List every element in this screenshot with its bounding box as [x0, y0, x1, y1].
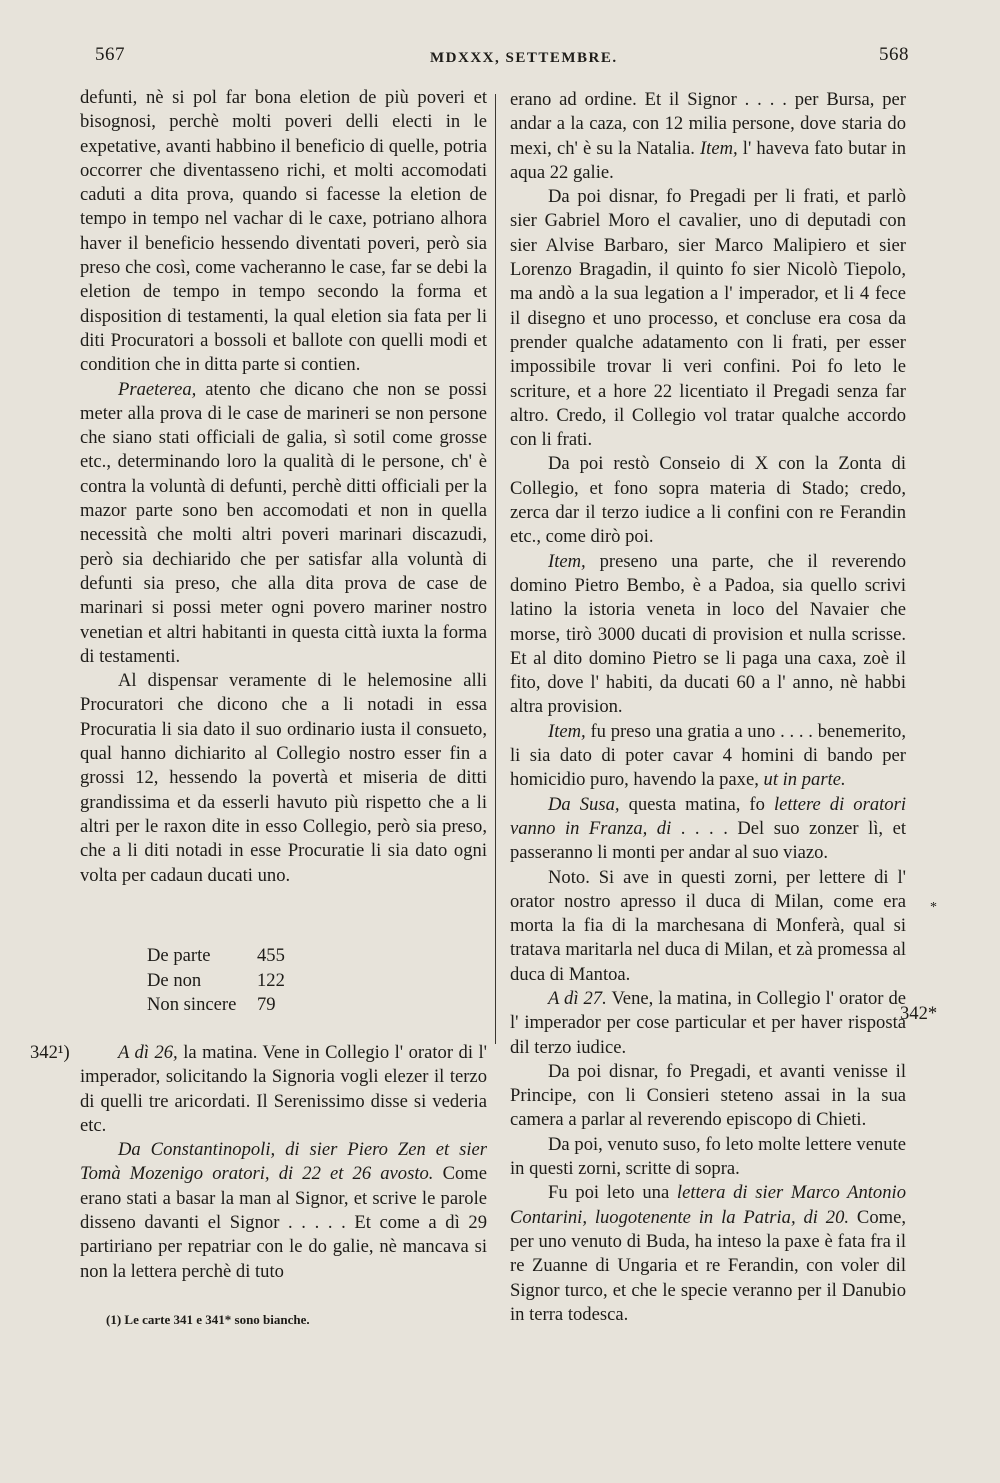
right-page-number: 568: [879, 44, 909, 65]
vote-row: [147, 993, 297, 1018]
right-paragraph-2: Da poi disnar, fo Pregadi per li frati, et parlò sier Gabriel Moro el cavalier, uno di deputadi con sier Alvise Barbaro, sier Marco Malipiero et sier Lorenzo Bragadin, il quinto fo sier Nicolò Tiepolo, ma andò a la sua legation a l' imperador, et li 4 fece il disegno et uno processo, et concluse era cosa da prender qualche adatamento con li frati, per esser impossibile trovar li veri confini. Poi fo leto le scriture, et a hore 22 licentiato il Pregadi senza far altro. Credo, il Collegio vol tratar qualche accordo con li frati.: [510, 186, 906, 451]
right-column: [510, 88, 906, 1327]
right-paragraph-9: Da poi disnar, fo Pregadi, et avanti venisse il Principe, con li Consieri steteno assai in la sua camera a parlar al reverendo episcopo di Chieti.: [510, 1060, 906, 1131]
vote-label: De non: [147, 969, 202, 991]
right-paragraph-5-italic: Item,: [548, 720, 586, 742]
vote-value: 122: [257, 969, 285, 991]
left-paragraph-4-lead: A dì 26,: [118, 1042, 178, 1063]
right-paragraph-6-italic-1: Da Susa,: [548, 793, 620, 815]
running-title: MDXXX, SETTEMBRE.: [430, 50, 618, 66]
vote-row: [147, 969, 297, 994]
right-paragraph-7: Noto. Si ave in questi zorni, per lettere di l' orator nostro apresso il duca di Milan, come era morta la fia di la marchesana di Monferà, qual si tratava maritarla nel duca di Milan, et zà promessa al duca di Mantoa.: [510, 866, 906, 985]
left-column: [80, 86, 487, 888]
vote-value: 455: [257, 945, 285, 966]
right-paragraph-11: [510, 1181, 906, 1327]
vote-label: Non sincere: [147, 994, 237, 1015]
column-divider: [495, 94, 496, 1044]
right-paragraph-1-b: l' haveva fato butar in aqua 22 galie.: [510, 137, 907, 183]
right-paragraph-1-italic: Item,: [699, 137, 738, 159]
right-paragraph-6-b: . . . . Del suo zonzer lì, et passeranno li monti per andar al suo viazo.: [510, 817, 906, 864]
right-paragraph-4-italic: Item,: [548, 550, 586, 572]
right-margin-star: *: [930, 900, 937, 915]
left-paragraph-2: [80, 378, 487, 670]
right-paragraph-6-italic-2: lettere di oratori vanno in Franza, di: [510, 793, 906, 839]
right-paragraph-1: [510, 88, 906, 185]
right-paragraph-3: Da poi restò Conseio di X con la Zonta di Collegio, et fono sopra materia di Stado; credo, zerca dar il terzo iudice a li confini con re Ferandin etc., come dirò poi.: [510, 453, 906, 548]
left-paragraph-1: defunti, nè si pol far bona eletion de più poveri et bisognosi, perchè molti poveri delli electi in le expetative, avanti habbino il beneficio di quelle, potria occorrer che diventasseno richi, et molti accomodati caduti a dita prova, quando si facesse la eletion de tempo in tempo nel vachar di le caxe, potriano alhora haver il beneficio hessendo diventati poveri, però sia preso che così, come vacheranno le case, far se debi la eletion de tempo in tempo secondo la forma et disposition di testamenti, la qual eletion sia fata per li diti Procuratori a bossoli et ballote con quelli modi et condition che in ditta parte si contien.: [80, 87, 487, 376]
left-margin-note: 342¹): [30, 1042, 70, 1063]
right-paragraph-8-italic: A dì 27.: [548, 987, 607, 1009]
left-paragraph-4: [80, 1041, 487, 1138]
right-paragraph-5-body: fu preso una gratia a uno . . . . benemerito, li sia dato di poter cavar 4 homini di bando per homicidio puro, havendo la paxe,: [510, 720, 906, 791]
right-paragraph-1-a: erano ad ordine. Et il Signor . . . . per Bursa, per andar a la caza, con 12 milia persone, dove staria do mexi, ch' è su la Natalia.: [510, 89, 906, 159]
right-paragraph-8: [510, 987, 906, 1060]
right-paragraph-11-a: Fu poi leto una: [548, 1182, 677, 1204]
right-paragraph-10: Da poi, venuto suso, fo leto molte lettere venute in questi zorni, scritte di sopra.: [510, 1133, 906, 1180]
left-paragraph-2-body: atento che dicano che non se possi meter alla prova di le case de marineri se non persone che siano stati officiali de galia, sì sotil come grosse etc., determinando loro la qualità di le persone, ch' è contra la voluntà di defunti, perchè ditti officiali per la mazor parte sono ben accomodati et non in quella necessità che molti altri poveri marinari discazudi, però sia dechiarido che per satisfar alla voluntà di defunti sia preso, che alla dita prova de case de marinari si possi meter ogni povero mariner nostro venetian et altri habitanti in questa città iuxta la forma di testamenti.: [80, 378, 487, 667]
left-paragraph-5-lead: Da Constantinopoli, di sier Piero Zen et sier Tomà Mozenigo oratori, di 22 et 26 avosto.: [80, 1139, 487, 1185]
right-paragraph-11-italic: lettera di sier Marco Antonio Contarini, luogotenente in la Patria, di 20.: [510, 1182, 906, 1228]
left-paragraph-2-lead: Praeterea,: [118, 378, 197, 400]
right-paragraph-4: [510, 550, 906, 720]
right-paragraph-6: [510, 793, 906, 866]
left-paragraph-5-body: Come erano stati a basar la man al Signor, et scrive le parole disseno davanti el Signor . . . . . Et come a dì 29 partiriano per repatriar con le do galie, nè mancava si non la lettera perchè di tuto: [80, 1163, 487, 1282]
vote-label: De parte: [147, 945, 211, 966]
left-page-number: 567: [95, 44, 125, 65]
right-paragraph-5: [510, 720, 906, 793]
vote-value: 79: [257, 994, 276, 1015]
right-paragraph-6-a: questa matina, fo: [619, 793, 774, 815]
right-paragraph-4-body: preseno una parte, che il reverendo domino Pietro Bembo, è a Padoa, sia quello scrivi latino la istoria veneta in loco del Navaier che morse, tirò 3000 ducati di provision et nulla scrisse. Et al dito domino Pietro se li paga una caxa, zoè il fito, dove l' habiti, da ducati 60 a l' anno, nè habbi altra provision.: [510, 550, 906, 718]
right-paragraph-5-tail: ut in parte.: [763, 769, 846, 791]
left-paragraph-4-body: la matina. Vene in Collegio l' orator di l' imperador, solicitando la Signoria vogli elezer il terzo di quelli tre aricordati. Il Serenissimo disse si vederia etc.: [80, 1042, 487, 1136]
right-paragraph-11-b: Come, per uno venuto di Buda, ha inteso la paxe è fata fra il re Zuanne di Ungaria et re Ferandin, con voler dil Signor turco, et che le specie veranno per il Danubio in terra todesca.: [510, 1206, 906, 1325]
right-margin-note: 342*: [900, 1003, 938, 1024]
vote-row: [147, 944, 297, 969]
footnote: (1) Le carte 341 e 341* sono bianche.: [106, 1312, 310, 1327]
left-paragraph-5: [80, 1138, 487, 1284]
vote-tally: [147, 944, 297, 1018]
left-paragraph-3: Al dispensar veramente di le helemosine alli Procuratori che dicono che a li notadi in essa Procuratia li sia dato il suo ordinario iusta il consueto, qual hanno dichiarito al Collegio nostro esser fin a grossi 12, hessendo la povertà et miseria de ditti grandissima et da esserli havuto più rispetto che a li altri per le raxon dite in esso Collegio, però sia preso, che a li diti notadi in esse Procuratie li sia dato ogni volta per cadaun ducati uno.: [80, 670, 487, 886]
left-bottom-text: [80, 1041, 487, 1284]
right-paragraph-8-body: Vene, la matina, in Collegio l' orator de l' imperador per cose particular et per haver risposta dil terzo iudice.: [510, 987, 906, 1058]
